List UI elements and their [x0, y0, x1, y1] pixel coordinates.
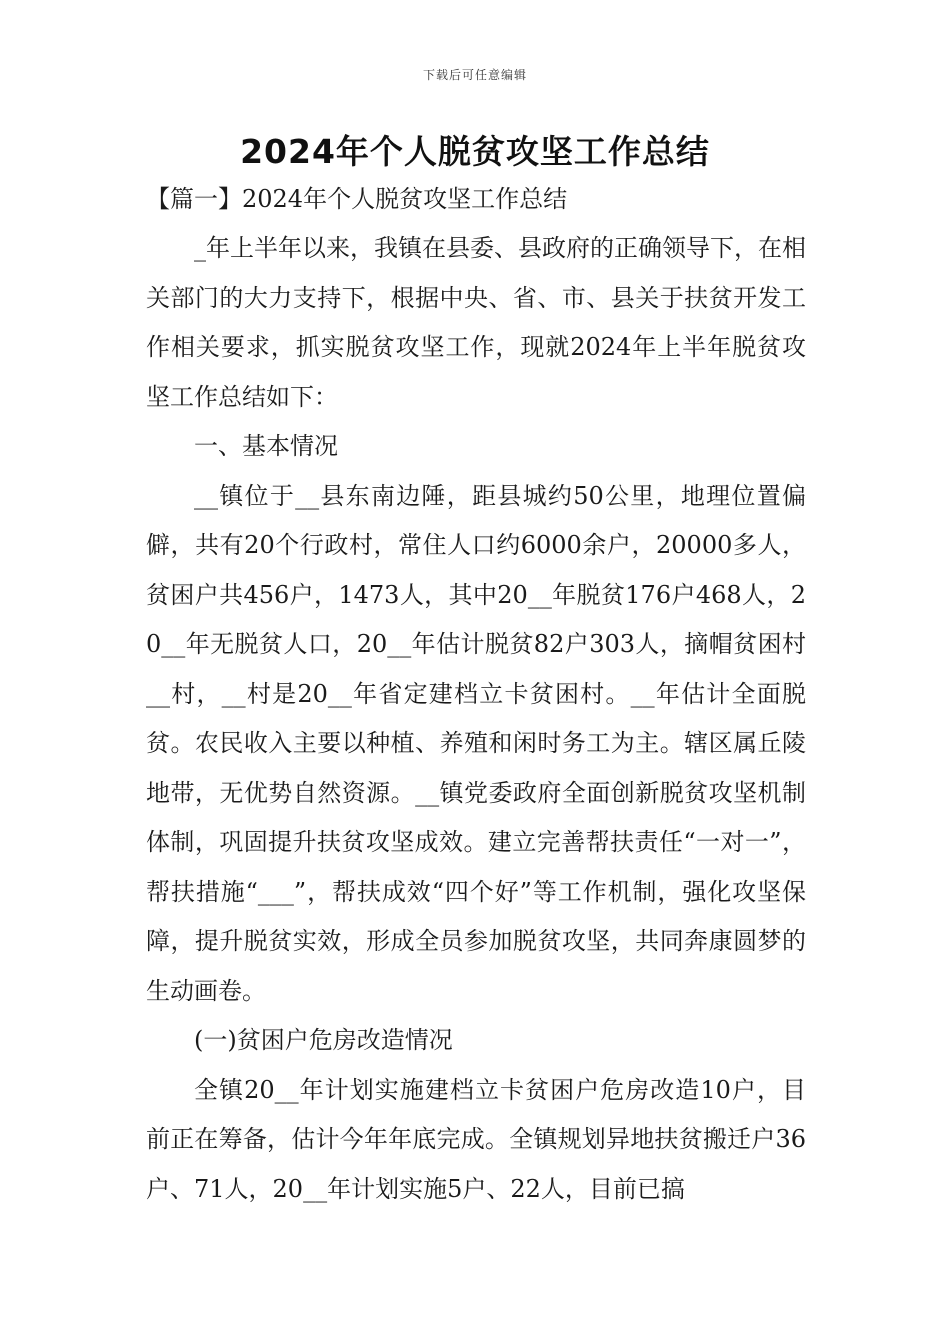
subheading-basic-situation: 一、基本情况: [194, 432, 338, 460]
document-title: 2024年个人脱贫攻坚工作总结: [240, 132, 710, 171]
section-heading: 【篇一】2024年个人脱贫攻坚工作总结: [146, 185, 568, 213]
subheading-housing-renovation: (一)贫困户危房改造情况: [194, 1026, 453, 1054]
housing-renovation-paragraph: 全镇20__年计划实施建档立卡贫困户危房改造10户，目前正在筹备，估计今年年底完成。全镇规划异地扶贫搬迁户36户、71人，20__年计划实施5户、22人，目前已搞: [146, 1075, 806, 1203]
header-note: 下载后可任意编辑: [422, 68, 527, 82]
document-body: [146, 224, 806, 1214]
intro-paragraph: _年上半年以来，我镇在县委、县政府的正确领导下，在相关部门的大力支持下，根据中央、省、市、县关于扶贫开发工作相关要求，抓实脱贫攻坚工作，现就2024年上半年脱贫攻坚工作总结如下：: [146, 234, 806, 411]
basic-situation-paragraph: __镇位于__县东南边陲，距县城约50公里，地理位置偏僻，共有20个行政村，常住人口约6000余户，20000多人，贫困户共456户，1473人，其中20__年脱贫176户468人，20__年无脱贫人口，20__年估计脱贫82户303人，摘帽贫困村__村，__村是20__年省定建档立卡贫困村。__年估计全面脱贫。农民收入主要以种植、养殖和闲时务工为主。辖区属丘陵地带，无优势自然资源。__镇党委政府全面创新脱贫攻坚机制体制，巩固提升扶贫攻坚成效。建立完善帮扶责任“一对一”，帮扶措施“___”，帮扶成效“四个好”等工作机制，强化攻坚保障，提升脱贫实效，形成全员参加脱贫攻坚，共同奔康圆梦的生动画卷。: [146, 481, 806, 1005]
